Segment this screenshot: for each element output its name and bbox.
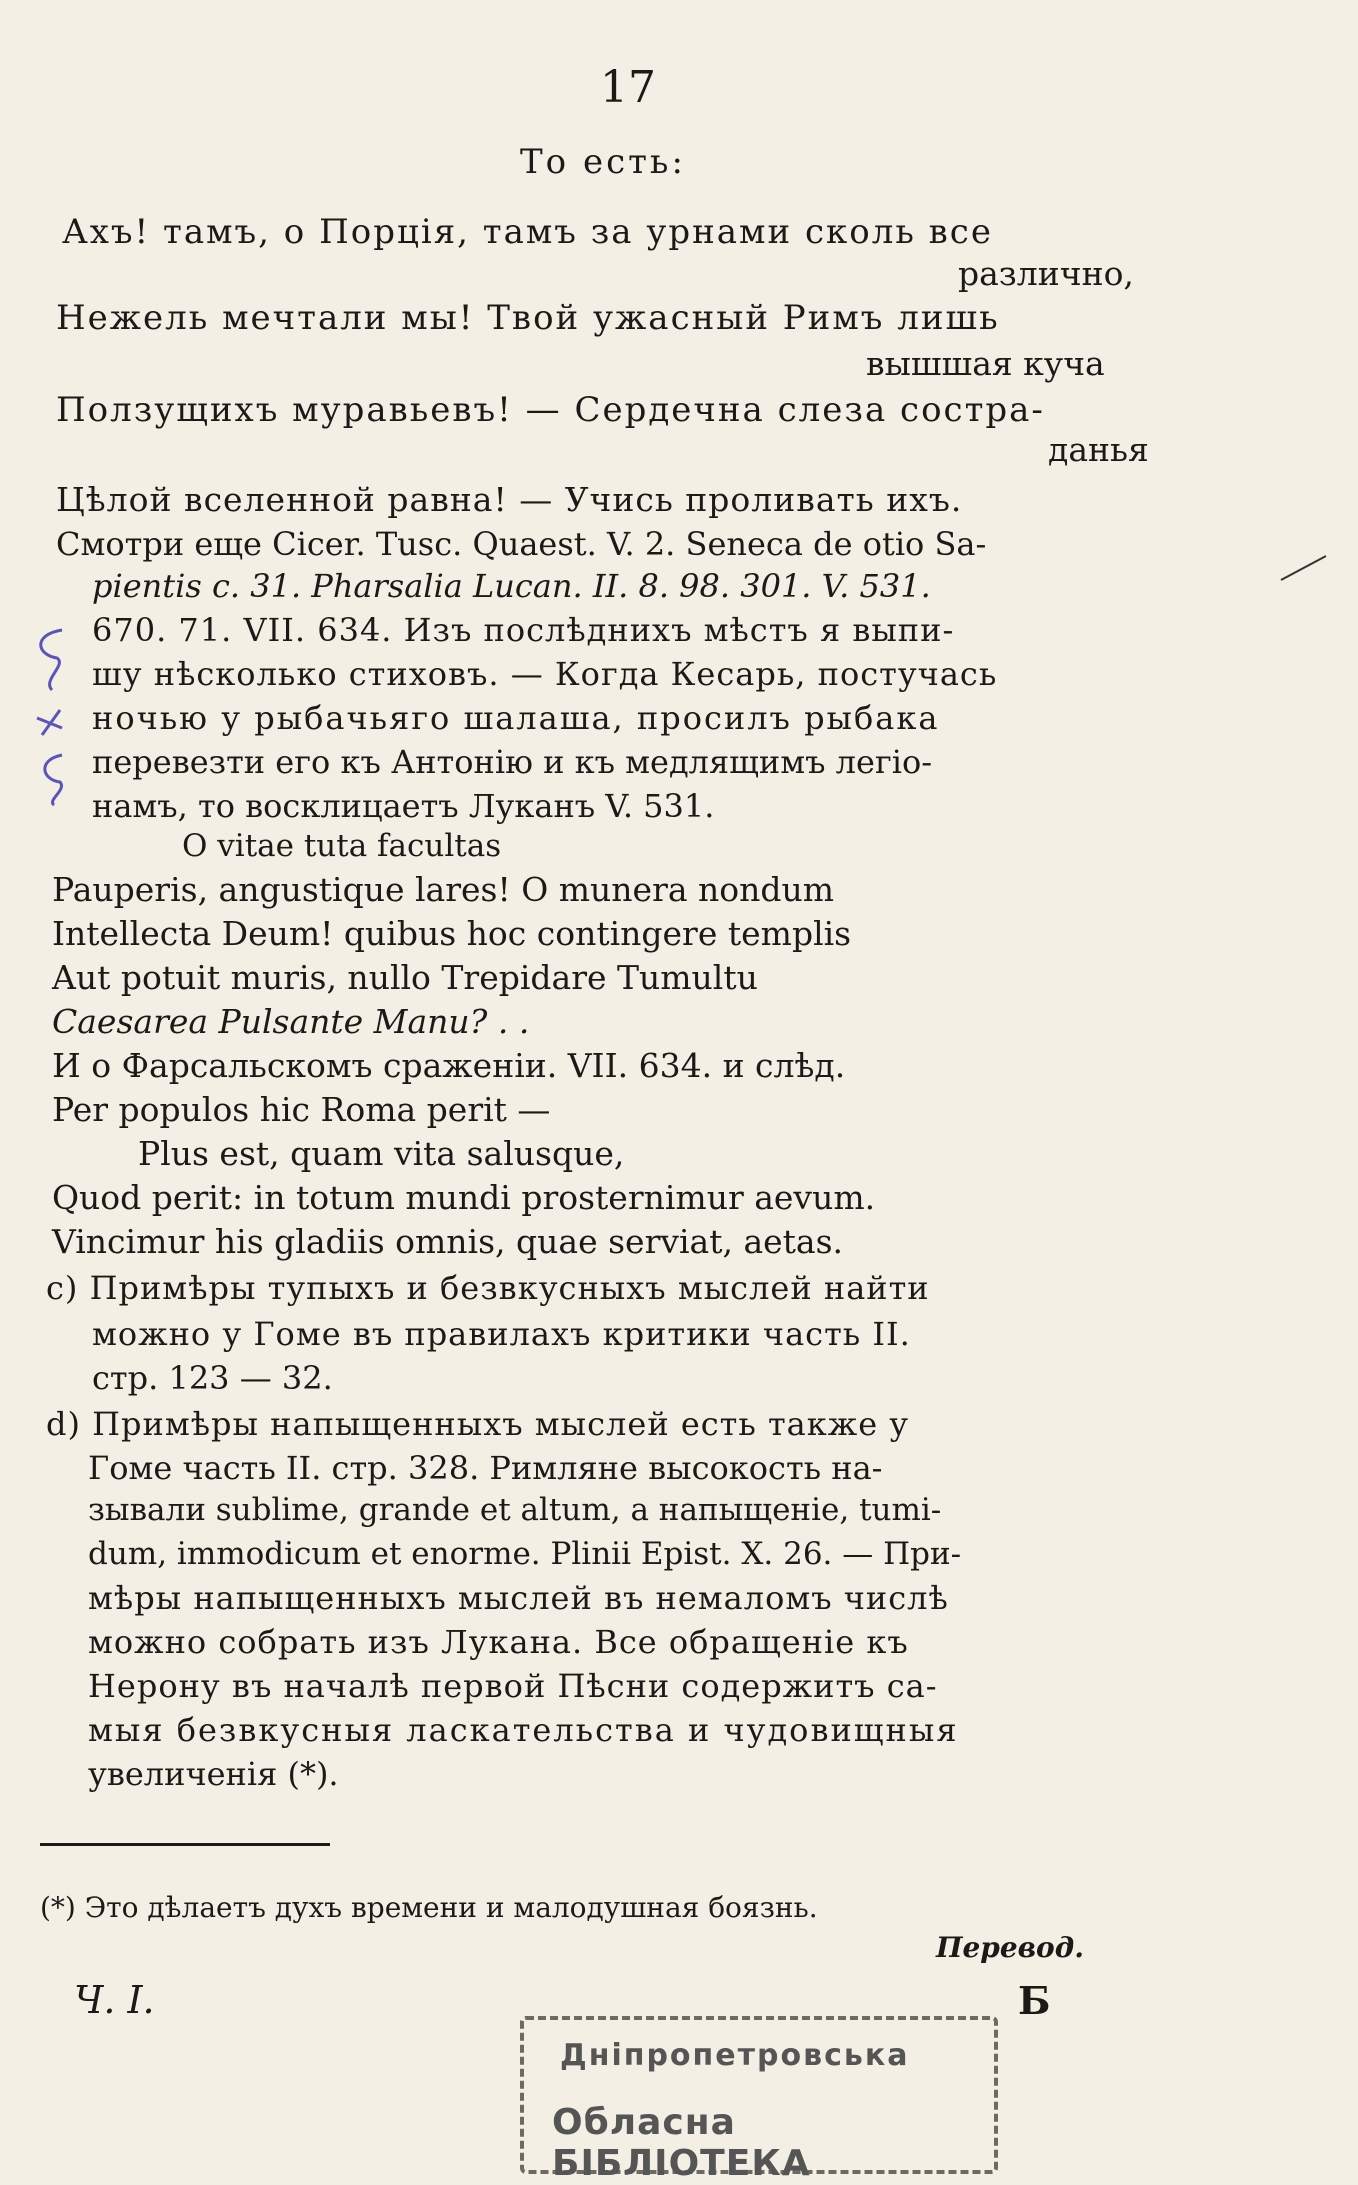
text-line: Ползущихъ муравьевъ! — Сердечна слеза состра- <box>56 390 1045 430</box>
footnote-attribution: Перевод. <box>936 1931 1084 1964</box>
verse-line: Plus est, quam vita salusque, <box>138 1134 625 1173</box>
text-line: мыя безвкусныя ласкательства и чудовищныя <box>88 1711 959 1749</box>
pencil-marks-icon <box>22 610 82 810</box>
verse-line: Quod perit: in totum mundi prosternimur aevum. <box>52 1178 876 1217</box>
text-line: Смотри еще Cicer. Tusc. Quaest. V. 2. Seneca de otio Sa- <box>56 525 987 563</box>
sheet-letter: Б <box>1018 1978 1051 2023</box>
stamp-line-2: Обласна БІБЛІОТЕКА <box>552 2102 811 2184</box>
verse-line: Aut potuit muris, nullo Trepidare Tumultu <box>52 958 758 997</box>
text-line: ночью у рыбачьяго шалаша, просилъ рыбака <box>92 699 940 737</box>
text-line: dum, immodicum et enorme. Plinii Epist. X. 26. — При- <box>88 1536 962 1572</box>
text-line: шу нѣсколько стиховъ. — Когда Кесарь, постучась <box>92 655 998 693</box>
text-line: Нерону въ началѣ первой Пѣсни содержитъ са- <box>88 1667 938 1705</box>
verse-line: Per populos hic Roma perit — <box>52 1090 551 1129</box>
text-line: c) Примѣры тупыхъ и безвкусныхъ мыслей найти <box>46 1269 930 1307</box>
verse-line: O vitae tuta facultas <box>182 828 502 864</box>
text-line: увеличенія (*). <box>88 1755 339 1793</box>
section-heading: То есть: <box>520 142 686 182</box>
text-line: стр. 123 — 32. <box>92 1359 333 1397</box>
page-number: 17 <box>600 62 656 113</box>
text-line: Нежель мечтали мы! Твой ужасный Римъ лишь <box>56 298 1000 338</box>
footnote-text: (*) Это дѣлаетъ духъ времени и малодушная боязнь. <box>40 1891 818 1924</box>
text-line: Гоме часть II. стр. 328. Римляне высокость на- <box>88 1449 883 1487</box>
text-line: И о Фарсальскомъ сраженіи. VII. 634. и слѣд. <box>52 1046 846 1085</box>
text-line: Ахъ! тамъ, о Порція, тамъ за урнами сколь все <box>62 212 993 252</box>
text-line: 670. 71. VII. 634. Изъ послѣднихъ мѣстъ я выпи- <box>92 611 955 649</box>
text-line: можно у Гоме въ правилахъ критики часть II. <box>92 1315 911 1353</box>
text-line: вышшая куча <box>866 344 1105 383</box>
text-line: pientis c. 31. Pharsalia Lucan. II. 8. 98. 301. V. 531. <box>92 567 931 605</box>
text-line: можно собрать изъ Лукана. Все обращеніе къ <box>88 1623 909 1661</box>
footnote-rule <box>40 1843 330 1846</box>
verse-line: Caesarea Pulsante Manu? . . <box>52 1002 530 1041</box>
text-line: мѣры напыщенныхъ мыслей въ немаломъ числѣ <box>88 1579 949 1617</box>
text-line: различно, <box>958 254 1134 293</box>
library-stamp <box>520 2016 998 2184</box>
verse-line: Pauperis, angustique lares! O munera nondum <box>52 870 835 909</box>
text-line: данья <box>1048 430 1149 469</box>
text-line: d) Примѣры напыщенныхъ мыслей есть также у <box>46 1405 910 1443</box>
verse-line: Intellecta Deum! quibus hoc contingere templis <box>52 914 852 953</box>
signature-mark: Ч. I. <box>74 1978 155 2022</box>
margin-tick-icon <box>1276 548 1336 588</box>
text-line: зывали sublime, grande et altum, а напыщеніе, tumi- <box>88 1492 942 1528</box>
verse-line: Vincimur his gladiis omnis, quae serviat, aetas. <box>52 1222 844 1261</box>
text-line: перевезти его къ Антонію и къ медлящимъ легіо- <box>92 743 933 781</box>
stamp-line-1: Дніпропетровська <box>560 2038 910 2073</box>
text-line: намъ, то восклицаетъ Луканъ V. 531. <box>92 787 715 825</box>
text-line: Цѣлой вселенной равна! — Учись проливать ихъ. <box>56 480 963 519</box>
